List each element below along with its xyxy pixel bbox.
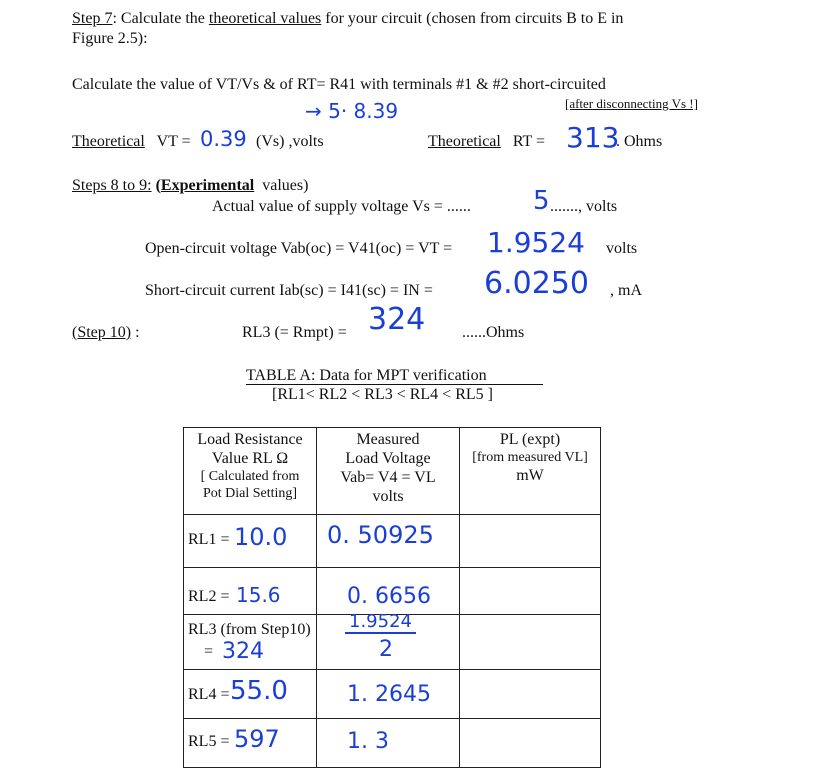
mpt-data-table: [183, 427, 601, 768]
rl4-handwritten-value: 55.0: [230, 676, 288, 706]
rl3-equals: =: [204, 643, 214, 660]
theoretical-rt-label: Theoretical: [428, 133, 501, 150]
header-c1-line2: Value RL Ω: [211, 450, 289, 467]
theoretical-vt-row: [72, 133, 191, 151]
rl5-handwritten-value: 597: [234, 725, 280, 753]
open-circuit-label: Open-circuit voltage Vab(oc) = V41(oc) = VT =: [145, 240, 453, 257]
rl4-label: RL4 =: [188, 686, 230, 703]
vt-handwritten-value: 0.39: [200, 127, 247, 151]
header-c2-line2: Load Voltage: [345, 450, 431, 467]
rmpt-handwritten-value: 324: [368, 302, 426, 337]
table-title-underline: [246, 384, 543, 385]
handwritten-arrow-note: → 5· 8.39: [305, 99, 399, 123]
rmpt-unit: ......Ohms: [462, 324, 525, 341]
header-c3-line1: PL (expt): [499, 431, 561, 448]
step7-line1: Step 7: Calculate the theoretical values for your circuit (chosen from circuits B to E in: [72, 10, 624, 27]
step10-colon: :: [135, 324, 140, 341]
rt-expr: RT =: [512, 133, 546, 150]
row4-voltage: [317, 670, 460, 719]
row5-voltage: [317, 719, 460, 768]
rl3-label: RL3 (from Step10): [188, 621, 311, 638]
step10-row: [72, 324, 140, 342]
v4-handwritten-value: 1. 2645: [347, 682, 431, 707]
row1-voltage: [317, 515, 460, 568]
header-c1-line1: Load Resistance: [197, 431, 303, 448]
v1-handwritten-value: 0. 50925: [327, 521, 434, 549]
table-header-row: [184, 428, 601, 515]
row3-power: [460, 615, 601, 670]
steps89-label: Steps 8 to 9:: [72, 177, 152, 194]
rl3-rmpt-label: RL3 (= Rmpt) =: [242, 324, 347, 341]
steps89-paren-open: (: [155, 177, 161, 194]
vs-handwritten-value: 5: [533, 186, 550, 216]
table-title-line2: [RL1< RL2 < RL3 < RL4 < RL5 ]: [272, 386, 493, 403]
header-c1-line4: Pot Dial Setting]: [202, 486, 298, 501]
rt-handwritten-value: 313: [566, 121, 620, 154]
v3-handwritten-numerator: 1.9524: [345, 611, 416, 634]
table-row: [184, 670, 601, 719]
row2-power: [460, 568, 601, 615]
step7-line2: Figure 2.5):: [72, 30, 148, 47]
header-c2-line1: Measured: [356, 431, 420, 448]
vt-unit: (Vs) ,volts: [256, 133, 324, 150]
header-c1-line3: [ Calculated from: [200, 469, 300, 484]
row1-power: [460, 515, 601, 568]
theoretical-values-link: theoretical values: [208, 10, 322, 27]
header-power: [460, 428, 601, 515]
step7-text-b: for your circuit (chosen from circuits B to E in: [325, 10, 624, 27]
short-circuit-label: Short-circuit current Iab(sc) = I41(sc) = IN =: [145, 282, 433, 299]
steps89-heading: [72, 177, 308, 195]
table-row: [184, 719, 601, 768]
v3-handwritten-denominator: 2: [379, 637, 393, 662]
calc-instructions: Calculate the value of VT/Vs & of RT= R41 with terminals #1 & #2 short-circuited: [72, 76, 606, 93]
v2-handwritten-value: 0. 6656: [347, 584, 431, 609]
rl2-label: RL2 =: [188, 588, 230, 605]
rl5-label: RL5 =: [188, 733, 230, 750]
table-row: [184, 615, 601, 670]
open-circuit-unit: volts: [606, 240, 638, 257]
calc-note: [after disconnecting Vs !]: [565, 96, 698, 111]
row4-power: [460, 670, 601, 719]
theoretical-vt-label: Theoretical: [72, 133, 145, 150]
header-measured-voltage: [317, 428, 460, 515]
vt-expr: VT =: [156, 133, 191, 150]
row2-voltage: [317, 568, 460, 615]
isc-handwritten-value: 6.0250: [484, 266, 589, 301]
actual-vs-unit: ......., volts: [550, 198, 618, 215]
steps89-paren-close: values): [262, 177, 309, 194]
header-c2-line4: volts: [372, 488, 404, 505]
rl1-handwritten-value: 10.0: [234, 523, 288, 551]
table-title-line1: TABLE A: Data for MPT verification: [246, 367, 487, 384]
rl1-label: RL1 =: [188, 531, 230, 548]
step7-text-a: Calculate the: [120, 10, 205, 27]
row2-resistance: [184, 568, 317, 615]
rt-unit: . Ohms: [616, 133, 663, 150]
header-c3-line2: [from measured VL]: [472, 450, 588, 465]
voc-handwritten-value: 1.9524: [487, 226, 585, 259]
theoretical-rt-row: [428, 133, 545, 151]
step10-label: (Step 10): [72, 324, 132, 341]
rl2-handwritten-value: 15.6: [236, 583, 281, 607]
header-c2-line3: Vab= V4 = VL: [340, 469, 436, 486]
rl3-handwritten-value: 324: [222, 639, 264, 664]
actual-vs-label: Actual value of supply voltage Vs = ......: [212, 198, 471, 215]
header-c3-line3: mW: [516, 467, 544, 484]
row3-resistance: [184, 615, 317, 670]
row4-resistance: [184, 670, 317, 719]
row1-resistance: [184, 515, 317, 568]
row5-resistance: [184, 719, 317, 768]
table-row: [184, 568, 601, 615]
header-load-resistance: [184, 428, 317, 515]
experimental-label: Experimental: [160, 177, 255, 194]
short-circuit-unit: , mA: [610, 282, 642, 299]
row5-power: [460, 719, 601, 768]
step7-label: Step 7: [72, 10, 113, 27]
v5-handwritten-value: 1. 3: [347, 729, 389, 754]
table-row: [184, 515, 601, 568]
row3-voltage: [317, 611, 460, 670]
